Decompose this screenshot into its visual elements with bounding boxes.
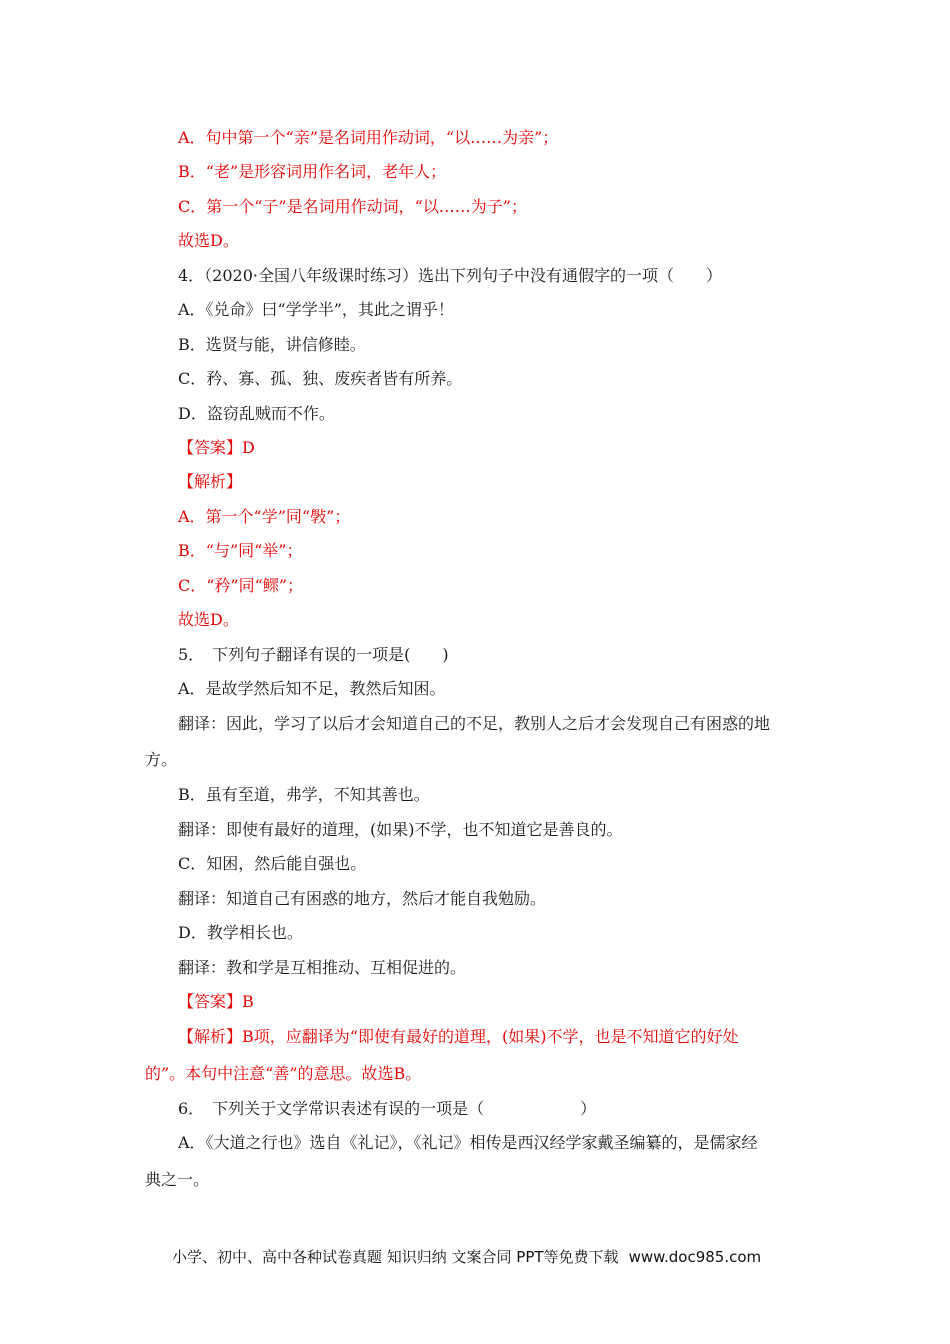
page-footer [172,1246,761,1267]
text-line: D．教学相长也。 [178,923,303,942]
text-line: 5． 下列句子翻译有误的一项是( ) [178,645,449,664]
answer-line [178,472,242,492]
section-value: B [242,992,254,1011]
text-line: C．第一个“子”是名词用作动词，“以……为子”； [178,197,527,216]
text-line: A．第一个“学”同“斅”； [178,507,351,526]
text-line: A．《大道之行也》选自《礼记》，《礼记》相传是西汉经学家戴圣编纂的，是儒家经 [178,1133,758,1152]
text-line: 典之一。 [145,1170,210,1189]
text-line: C．知困，然后能自强也。 [178,854,367,873]
text-line: D．盗窃乱贼而不作。 [178,404,335,423]
text-line: 方。 [145,750,178,769]
text-line: B．“老”是形容词用作名词，老年人； [178,162,447,181]
section-tag: 【答案】 [178,438,243,457]
text-line: 4．（2020·全国八年级课时练习）选出下列句子中没有通假字的一项（ ） [178,266,722,285]
text-line: 翻译：因此，学习了以后才会知道自己的不足，教别人之后才会发现自己有困惑的地 [178,714,771,733]
text-line: B．“与”同“举”； [178,541,303,560]
text-line: B．选贤与能，讲信修睦。 [178,335,366,354]
section-value: B项，应翻译为“即使有最好的道理，(如果)不学，也是不知道它的好处 [242,1027,739,1046]
text-line: A．是故学然后知不足，教然后知困。 [178,679,446,698]
answer-line [178,992,254,1012]
text-line: C．“矜”同“鳏”； [178,576,303,595]
section-value: D [242,438,255,457]
text-line: 翻译：知道自己有困惑的地方，然后才能自我勉励。 [178,889,547,908]
text-line: 翻译：即使有最好的道理，(如果)不学，也不知道它是善良的。 [178,820,623,839]
text-line: 故选D。 [178,231,239,250]
footer-url[interactable]: www.doc985.com [628,1248,762,1266]
answer-line [178,438,255,458]
text-line: 故选D。 [178,610,239,629]
text-line: 6． 下列关于文学常识表述有误的一项是（ ） [178,1099,597,1118]
section-tag: 【答案】 [178,992,243,1011]
section-tag: 【解析】 [178,1027,243,1046]
text-line: A．《兑命》曰“学学半”，其此之谓乎！ [178,300,454,319]
text-line: 翻译：教和学是互相推动、互相促进的。 [178,958,467,977]
answer-line [178,1027,738,1047]
text-line: A．句中第一个“亲”是名词用作动词，“以……为亲”； [178,128,559,147]
text-line: 的”。本句中注意“善”的意思。故选B。 [145,1064,422,1083]
section-tag: 【解析】 [178,472,243,491]
footer-text: 小学、初中、高中各种试卷真题 知识归纳 文案合同 PPT等免费下载 [172,1248,619,1266]
text-line: B．虽有至道，弗学，不知其善也。 [178,785,430,804]
text-line: C．矜、寡、孤、独、废疾者皆有所养。 [178,369,463,388]
